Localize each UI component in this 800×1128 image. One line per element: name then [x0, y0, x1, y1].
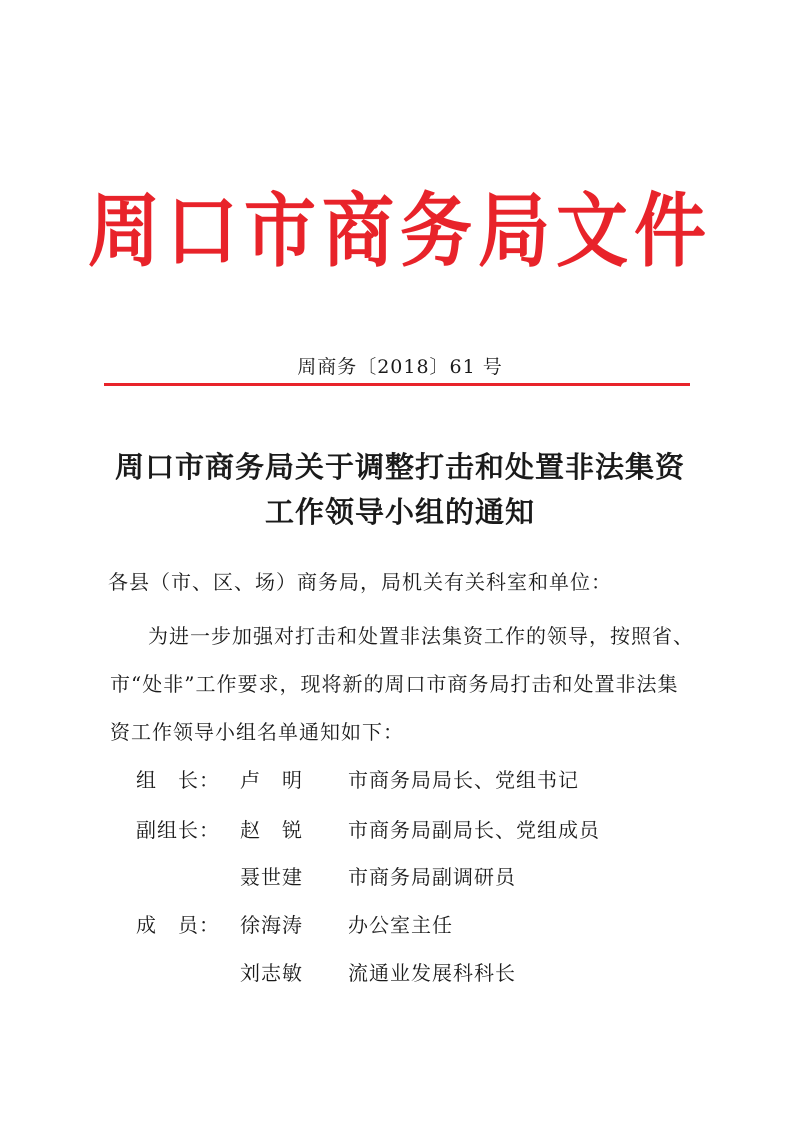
member-position: 办公室主任: [348, 913, 453, 937]
document-number: 周商务〔2018〕61 号: [297, 356, 503, 378]
document-masthead: 周口市商务局文件: [87, 182, 712, 279]
body-paragraph-line-2: 市“处非”工作要求，现将新的周口市商务局打击和处置非法集: [110, 672, 679, 696]
member-name: 卢 明: [240, 768, 303, 792]
member-row: [0, 815, 800, 845]
body-paragraph-line-3: 资工作领导小组名单通知如下：: [110, 720, 404, 744]
member-row: [0, 862, 800, 892]
body-paragraph-line-1: 为进一步加强对打击和处置非法集资工作的领导，按照省、: [148, 624, 694, 648]
document-title-line-2: 工作领导小组的通知: [264, 495, 535, 529]
member-role: 组 长：: [136, 768, 220, 792]
member-position: 市商务局局长、党组书记: [348, 768, 579, 792]
member-role: 成 员：: [136, 913, 220, 937]
member-role: 副组长：: [136, 818, 220, 842]
member-position: 市商务局副调研员: [348, 865, 516, 889]
member-name: 徐海涛: [240, 913, 303, 937]
member-row: [0, 958, 800, 988]
red-divider-line: [104, 383, 690, 386]
member-position: 流通业发展科科长: [348, 961, 516, 985]
member-row: [0, 765, 800, 795]
document-title-line-1: 周口市商务局关于调整打击和处置非法集资: [114, 450, 685, 484]
member-position: 市商务局副局长、党组成员: [348, 818, 600, 842]
member-name: 刘志敏: [240, 961, 303, 985]
member-row: [0, 910, 800, 940]
salutation: 各县（市、区、场）商务局，局机关有关科室和单位：: [108, 570, 612, 594]
member-name: 赵 锐: [240, 818, 303, 842]
member-name: 聂世建: [240, 865, 303, 889]
